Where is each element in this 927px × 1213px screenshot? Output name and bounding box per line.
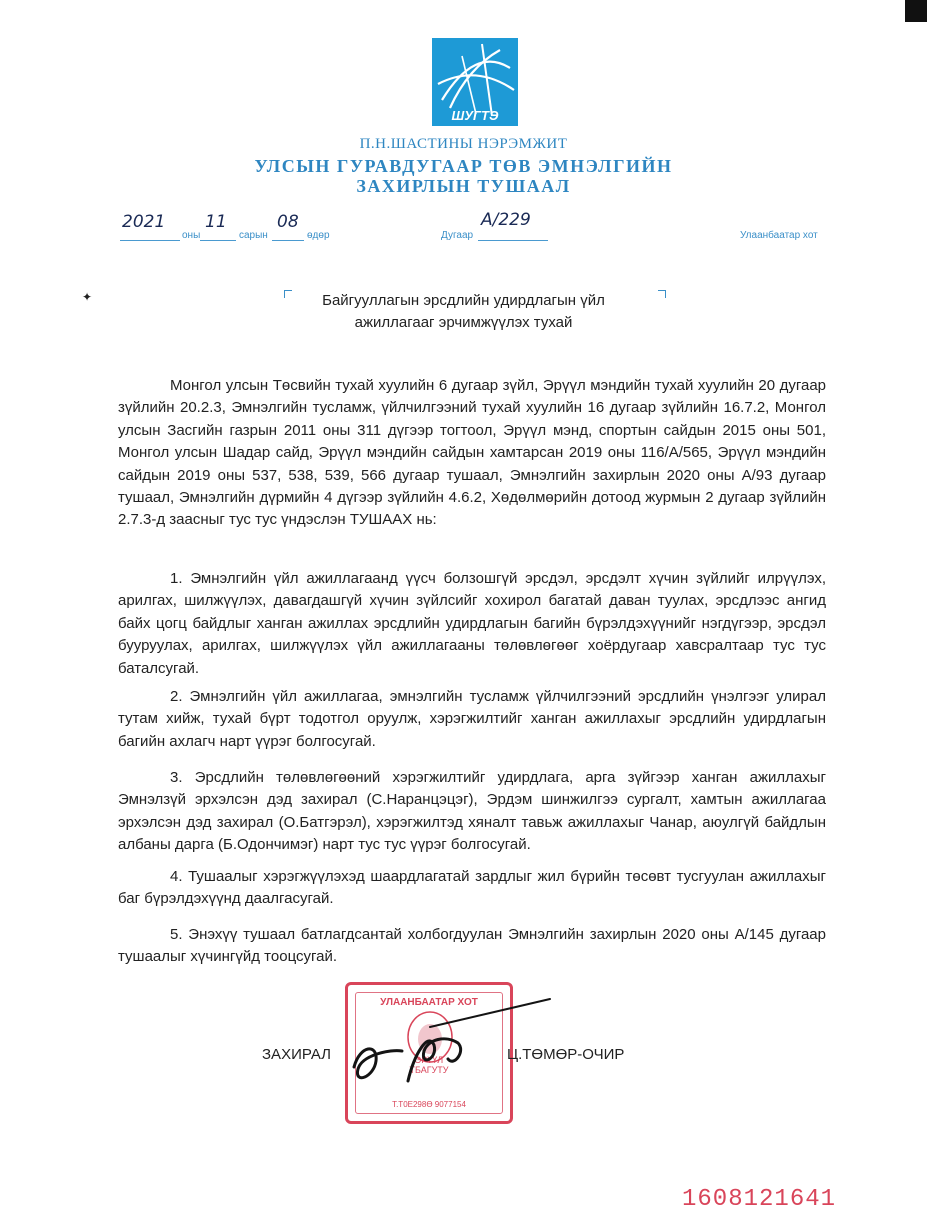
month-handwritten: 11	[205, 212, 227, 232]
month-label: сарын	[239, 230, 268, 241]
date-line	[0, 210, 927, 246]
header-line-3: ЗАХИРЛЫН ТУШААЛ	[356, 176, 571, 196]
day-underline	[272, 240, 304, 241]
month-underline	[200, 240, 236, 241]
order-item-1: 1. Эмнэлгийн үйл ажиллагаанд үүсч болзошгүй эрсдэл, эрсдэлт хүчин зүйлийг илрүүлэх, арилгах, шилжүүлэх, давагдашгүй хүчин зүйлсийг хохирол багатай даван туулах, эрсдлээс ангид байх цогц байдлыг ханган ажиллах эрсдлийн удирдлагын багийн бүрэлдэхүүнийг нэгдүгээр, эрсдэл бууруулах, арилгах, шилжүүлэх үйл ажиллагааны төлөвлөгөөг хоёрдугаар хавсралтаар тус тус баталсугай.	[118, 570, 826, 677]
order-item-3: 3. Эрсдлийн төлөвлөгөөний хэрэгжилтийг удирдлага, арга зүйгээр ханган ажиллахыг Эмнэлзүй эрхэлсэн дэд захирал (С.Наранцэцэг), Эрдэм шинжилгээ сургалт, хамтын ажиллагаа эрхэлсэн дэд захирал (О.Батгэрэл), хэрэгжилтэд хяналт тавьж ажиллахыг Чанар, аюулгүй байдлын албаны дарга (Б.Одончимэг) нарт тус тус үүрэг болгосугай.	[118, 769, 826, 854]
number-underline	[478, 240, 548, 241]
signer-name: Ц.ТӨМӨР-ОЧИР	[507, 1046, 625, 1063]
preamble-paragraph: Монгол улсын Төсвийн тухай хуулийн 6 дугаар зүйл, Эрүүл мэндийн тухай хуулийн 20 дугаар зүйлийн 20.2.3, Эмнэлгийн тусламж, үйлчилгээний тухай хуулийн 16 дугаар зүйлийн 16.7.2, Монгол улсын Засгийн газрын 2011 оны 311 дүгээр тогтоол, Эрүүл мэнд, спортын сайдын 2015 оны 501, Монгол улсын Шадар сайд, Эрүүл мэндийн сайдын хамтарсан 2019 оны 116/А/565, Эрүүл мэндийн сайдын 2019 оны 537, 538, 539, 566 дугаар тушаал, Эмнэлгийн захирлын 2020 оны А/93 дугаар тушаал, Эмнэлгийн дүрмийн 4 дүгээр зүйлийн 4.6.2, Хөдөлмөрийн дотоод журмын 2 дугаар зүйлийн 2.7.3-д заасныг тус тус үндэслэн ТУШААХ нь:	[118, 377, 826, 529]
hospital-logo	[432, 38, 518, 126]
scan-speck: ✦	[82, 290, 93, 304]
day-handwritten: 08	[277, 212, 299, 232]
handwritten-signature	[330, 985, 560, 1095]
header-line-1: П.Н.ШАСТИНЫ НЭРЭМЖИТ	[359, 136, 568, 152]
signer-title: ЗАХИРАЛ	[262, 1046, 332, 1063]
order-number-handwritten: А/229	[481, 210, 531, 230]
year-handwritten: 2021	[122, 212, 166, 232]
day-label: өдөр	[307, 230, 330, 241]
stamp-top-text: УЛААНБААТАР ХОТ	[380, 997, 478, 1008]
city-label: Улаанбаатар хот	[740, 230, 818, 241]
scan-corner-mark	[905, 0, 927, 22]
order-item-2: 2. Эмнэлгийн үйл ажиллагаа, эмнэлгийн тусламж үйлчилгээний эрсдлийн үнэлгээг улирал тутам хийж, тухай бүрт тодотгол оруулж, хэрэгжилтийг ханган ажиллахыг эрсдлийн удирдлагын багийн ахлагч нарт үүрэг болгосугай.	[118, 688, 826, 750]
order-item-5: 5. Энэхүү тушаал батлагдсантай холбогдуулан Эмнэлгийн захирлын 2020 оны А/145 дугаар тушаалыг хүчингүйд тооцсугай.	[118, 926, 826, 966]
stamp-middle-text: ЭРҮҮЛ ТБАГУТУ	[409, 1055, 449, 1075]
stamp-bottom-text: Т.Т0Е298Ө 9077154	[392, 1100, 466, 1109]
header-line-2: УЛСЫН ГУРАВДУГААР ТӨВ ЭМНЭЛГИЙН	[254, 156, 673, 176]
logo-emblem-icon	[432, 38, 518, 126]
order-item-4: 4. Тушаалыг хэрэгжүүлэхэд шаардлагатай зардлыг жил бүрийн төсөвт тусгуулан ажиллахыг баг бүрэлдэхүүнд даалгасугай.	[118, 868, 826, 908]
subject-line-2: ажиллагааг эрчимжүүлэх тухай	[354, 314, 573, 331]
number-label: Дугаар	[441, 230, 474, 241]
year-underline	[120, 240, 180, 241]
serial-number: 1608121641	[682, 1186, 837, 1213]
svg-text:ШУГТЭ: ШУГТЭ	[451, 108, 499, 123]
year-label: оны	[182, 230, 201, 241]
order-subject	[0, 290, 927, 334]
subject-line-1: Байгууллагын эрсдлийн удирдлагын үйл	[322, 292, 605, 309]
